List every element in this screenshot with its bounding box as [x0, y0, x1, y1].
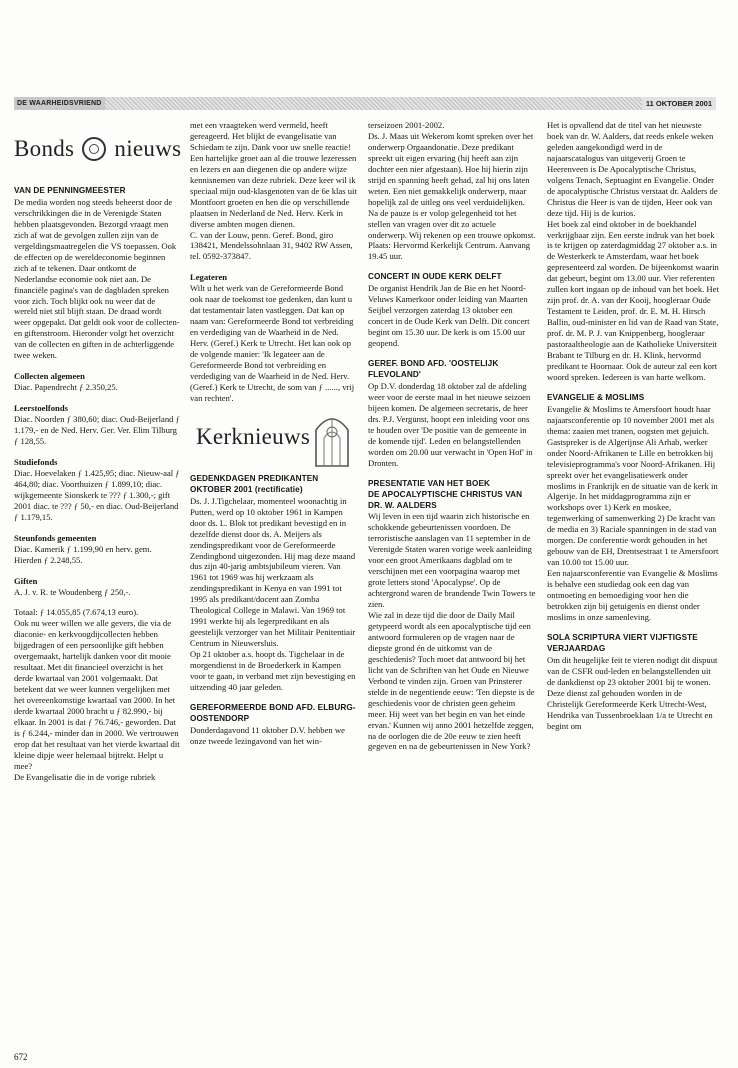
evangelie-body: Evangelie & Moslims te Amersfoort houdt haar najaarsconferentie op 10 november 2001 met als thema: zaaien met tranen, oogsten met gejuich. Gastspreker is de Algerijnse Ali Arhab, werker onder Noord-Afrikanen te Lille en betrokken bij televisieprogramma's voor Noord-Afrikanen. Hij spreekt over het evangelisatiewerk onder moslims in Frankrijk en de situatie van de kerk in Algerije. In het middagprogramma zijn er workshops over 1) Kerk en moskee, tegenwerking of samenwerking 2) De kracht van de media en 3) Raciale spanningen in de stad van morgen. De conferentie wordt gehouden in het gebouw van de EH, Drentsestraat 1 te Amersfoort van 10.00 tot 15.00 uur.: [547, 403, 719, 568]
gedenkdagen-body-2: Op 21 oktober a.s. hoopt ds. Tigchelaar in de morgendienst in de Broederkerk in Kampen voor te gaan, in verband met zijn bevestiging en uitzending 40 jaar geleden.: [190, 649, 356, 692]
gedenkdagen-heading: GEDENKDAGEN PREDIKANTEN OKTOBER 2001 (rectificatie): [190, 473, 319, 494]
studiefonds-body: Diac. Hoevelaken ƒ 1.425,95; diac. Nieuw-aal ƒ 464,80; diac. Voorthuizen ƒ 1.899,10; diac. wijkgemeente Sionskerk te ??? ƒ 1.300,-; gift 2001 diac. te ??? ƒ 50,- en diac. Oud-Beijerland ƒ 1.179,15.: [14, 467, 180, 522]
steunfonds-heading: Steunfonds gemeenten: [14, 532, 97, 543]
giften-heading: Giften: [14, 575, 38, 586]
steunfonds-body: Diac. Kamerik ƒ 1.199,90 en herv. gem. Hierden ƒ 2.248,55.: [14, 543, 152, 565]
elburg-heading: GEREFORMEERDE BOND AFD. ELBURG-OOSTENDORP: [190, 702, 356, 723]
evangelie-heading: EVANGELIE & MOSLIMS: [547, 392, 645, 402]
sola-scriptura-heading: SOLA SCRIPTURA VIERT VIJFTIGSTE VERJAARDAG: [547, 632, 698, 653]
evangelie-body-2: Een najaarsconferentie van Evangelie & Moslims is behalve een studiedag ook een dag van ontmoeting en bemoediging voor hen die betrokken zijn bij getuigenis en dienst onder moslims in onze samenleving.: [547, 568, 718, 622]
publication-name: DE WAARHEIDSVRIEND: [14, 97, 105, 110]
church-window-icon: [312, 410, 352, 468]
col4-paragraph-1: Het is opvallend dat de titel van het nieuwste boek van dr. W. Aalders, dat reeds enkele weken geleden aangekondigd werd in de najaarscatalogus van uitgeverij Groen te Heerenveen is De Apocalyptische Christus, volgens Tenach, Septuagint en Evangelie. Onder de apocalyptische Christus verstaat dr. Aalders de Christus die Heer is van de tijden, Heer ook van deze tijd. Hij is de kurios.: [547, 120, 718, 218]
kerknieuws-header: [190, 404, 357, 474]
boek-body-2: Wie zal in deze tijd die door de Daily Mail getypeerd wordt als een apocalyptische tijd een antwoord formuleren op de vragen naar de diepste grond én de uitkomst van de geschiedenis? Toch moet dat antwoord bij het licht van de Schriften van het Oude en Nieuwe Verbond te vinden zijn. Groen van Prinsterer stelde in de negentiende eeuw: 'Ten diepste is de geschiedenis voor de christen geen geheim meer. Hij weet van het begin en van het einde ervan.' Kunnen wij anno 2001 hetzelfde zeggen, na de oorlogen die de 20e eeuw te zien heeft gegeven en na de gebeurtenissen in New York?: [368, 610, 535, 752]
column-2: [190, 120, 357, 1060]
giften-body: A. J. v. R. te Woudenberg ƒ 250,-.: [14, 586, 131, 597]
column-3: [368, 120, 536, 1060]
running-header: [14, 97, 716, 110]
penningmeester-body: De media worden nog steeds beheerst door de verschrikkingen die in de Verenigde Staten hebben plaatsgevonden. Bezorgd vraagt men zich af wat de gevolgen zullen zijn van de vergeldingsmaatregelen die VS toepassen. Ook de effecten op de wereldeconomie beginnen zich af te tekenen. Daar ontkomt de Nederlandse economie ook niet aan. De financiële pagina's van de dagbladen spreken voor zich. Toch blijkt ook nu weer dat de wereld niet stil blijft staan. De draad wordt weer opgepakt. Dat geldt ook voor de collecten- en giftenstroom. Hieronder volgt het overzicht van de collecten en giften in de achterliggende twee weken.: [14, 196, 180, 361]
flevoland-body: Op D.V. donderdag 18 oktober zal de afdeling weer voor de eerste maal in het nieuwe seizoen bijeen komen. De algemeen secretaris, de heer drs. P.J. Vergunst, hoopt een inleiding voor ons te houden over 'De positie van de gemeente in de komende tijd'. Leden en belangstellenden worden om 20.00 uur verwacht in 'Open Hof' in Dronten.: [368, 380, 533, 468]
page-number: 672: [14, 1052, 28, 1062]
leerstoelfonds-body: Diac. Noorden ƒ 380,60; diac. Oud-Beijerland ƒ 1.179,- en de Ned. Herv. Ger. Ver. Elim Tilburg ƒ 128,55.: [14, 414, 180, 447]
boek-heading-2: DE APOCALYPTISCHE CHRISTUS VAN: [368, 489, 523, 499]
column-4: [547, 120, 719, 1060]
legateren-body: Wilt u het werk van de Gereformeerde Bond ook naar de toekomst toe gedenken, dan kunt u dat testamentair laten vastleggen. Dat kan op naam van: Gereformeerde Bond tot verbreiding en verdediging van de Waarheid in de Ned. Herv. (Geref.) Kerk te Utrecht. Het kan ook op de volgende manier: 'Ik legateer aan de Gereformeerde Bond tot verbreiding en verdediging van de Waarheid in de Ned. Herv. (Geref.) Kerk te Utrecht, de som van ƒ ......, vrij van rechten'.: [190, 283, 355, 403]
bondsnieuws-title-left: Bonds: [14, 136, 75, 161]
col3-paragraph-2: Ds. J. Maas uit Wekerom komt spreken over het onderwerp Orgaandonatie. Deze predikant spreekt uit eigen ervaring (hij heeft aan zijn dochter een nier afgestaan). Hoe hij hierin zijn strijd en spanning heeft gehad, zal hij ons laten weten. Een niet gemakkelijk onderwerp, maar hopelijk zal de uitleg ons veel verduidelijken. Na de pauze is er volop gelegenheid tot het stellen van vragen over dit zo actuele onderwerp. Wij rekenen op een trouwe opkomst. Plaats: Hervormd Kerkelijk Centrum. Aanvang 19.45 uur.: [368, 130, 536, 262]
boek-body: Wij leven in een tijd waarin zich historische en schokkende gebeurtenissen voordoen. De terroristische aanslagen van 11 september in de Verenigde Staten waren vorige week aanleiding voor een groot Amerikaans dagblad om te verschijnen met een voorpagina waarop met grote letters stond 'Apocalypse'. Op de achtergrond waren de brandende Twin Towers te zien.: [368, 511, 536, 610]
col3-paragraph-1: terseizoen 2001-2002.: [368, 120, 445, 130]
column-1: [14, 186, 180, 1046]
elburg-body: Donderdagavond 11 oktober D.V. hebben we onze tweede lezingavond van het win-: [190, 724, 345, 746]
col2-paragraph-1: met een vraagteken werd vermeld, heeft gereageerd. Het blijkt de evangelisatie van Schiedam te zijn. Dank voor uw snelle reactie!: [190, 120, 351, 152]
closing-paragraph-2: De Evangelisatie die in de vorige rubriek: [14, 771, 156, 782]
flevoland-heading: GEREF. BOND AFD. 'OOSTELIJK FLEVOLAND': [368, 359, 499, 380]
sola-scriptura-body: Om dit heugelijke feit te vieren nodigt dit dispuut van de CSFR oud-leden en belangstellenden uit de dankdienst op 23 oktober 2001 bij te wonen. Deze dienst zal gehouden worden in de Christelijk Gereformeerde Kerk Utrecht-West, Hendrika van Tussenbroeklaan 1/a te Utrecht en begint om: [547, 654, 718, 731]
kerknieuws-title: Kerknieuws: [196, 423, 311, 449]
totaal-line: Totaal: ƒ 14.055,85 (7.674,13 euro).: [14, 607, 139, 618]
bondsnieuws-title-right: nieuws: [114, 136, 182, 161]
legateren-heading: Legateren: [190, 272, 228, 283]
col2-paragraph-3: C. van der Louw, penn. Geref. Bond, giro 138421, Mendelssohnlaan 31, 9402 RW Assen, tel. 0592-373847.: [190, 229, 353, 262]
collecten-heading: Collecten algemeen: [14, 371, 85, 382]
bondsnieuws-title: [14, 136, 181, 163]
collecten-body: Diac. Papendrecht ƒ 2.350,25.: [14, 382, 118, 393]
closing-paragraph: Ook nu weer willen we alle gevers, die via de diaconie- en kerkvoogdijcollecten hebben bijgedragen of een persoonlijke gift hebben overgemaakt, hartelijk danken voor dit mooie resultaat. Met dit financieel overzicht is het derde kwartaal van 2001 volgemaakt. Dat betekent dat we weer kunnen vergelijken met het overeenkomstige kwartaal van 2000. In het derde kwartaal 2000 bracht u ƒ 82.990,- bij elkaar. In 2001 is dat ƒ 76.746,- geworden. Dat is ƒ 6.244,- minder dan in 2000. We vertrouwen erop dat het resultaat van het vierde kwartaal dit kleine dipje weer helemaal bijtrekt. Helpt u mee?: [14, 618, 180, 771]
boek-heading-3: DR. W. AALDERS: [368, 500, 437, 510]
col2-paragraph-2: Een hartelijke groet aan al die trouwe lezeressen en lezers en aan diegenen die op andere wijze kennisnemen van deze rubriek. Deze keer wil ik speciaal mijn oud-klasgenoten van de 6e klas uit Montfoort groeten en hen die op verschillende plaatsen in Nederland de Ned. Herv. Kerk in diverse ambten mogen dienen.: [190, 152, 357, 229]
leerstoelfonds-heading: Leerstoelfonds: [14, 403, 68, 414]
concert-body: De organist Hendrik Jan de Bie en het Noord-Veluws Kamerkoor onder leiding van Maarten Seijbel verzorgen zaterdag 13 oktober een concert in de Oude Kerk van Delft. Dit concert begint om 15.30 uur. De kerk is om 15.00 uur geopend.: [368, 283, 530, 349]
studiefonds-heading: Studiefonds: [14, 456, 58, 467]
boek-heading-1: PRESENTATIE VAN HET BOEK: [368, 478, 491, 488]
concert-heading: CONCERT IN OUDE KERK DELFT: [368, 272, 502, 282]
bond-emblem-icon: [82, 137, 106, 161]
penningmeester-heading: VAN DE PENNINGMEESTER: [14, 186, 126, 195]
gedenkdagen-body: Ds. J. J.Tigchelaar, momenteel woonachtig in Putten, werd op 10 oktober 1961 in Kampen door ds. L. Blok tot predikant bevestigd en in dezelfde dienst door ds. A. Meijers als zendingspredikant voor de Gereformeerde Zendingbond uitgezonden. Hij mag deze maand dus zijn 40-jarig ambtsjubileum vieren. Van 1961 tot 1969 was hij werkzaam als zendingspredikant in Kenya en van 1991 tot 1995 als predikant/docent aan Zomba Theological College in Malawi. Van 1969 tot 1991 werkte hij als legerpredikant en als geestelijk verzorger van het Militair Penitentiair Centrum in Nieuwersluis.: [190, 495, 356, 649]
col4-paragraph-2: Het boek zal eind oktober in de boekhandel verkrijgbaar zijn. Een eerste indruk van het boek is te krijgen op zaterdagmiddag 27 oktober a.s. in de Westerkerk te Amsterdam, waar het boek gepresenteerd zal worden. De bijeenkomst waarin dat gebeurt, begint om 13.00 uur. Vier referenten zullen kort ingaan op de inhoud van het boek. Het zijn prof. dr. A. van der Kooij, hoogleraar Oude Testament te Leiden, prof. dr. E. M. H. Hirsch Ballin, oud-minister en lid van de Raad van State, prof. dr. M. P. J. van Knippenberg, hoogleraar pastoraaltheologie aan de Katholieke Universiteit Brabant te Tilburg en dr. H. Klink, hervormd predikant te Hoornaar. Ook de auteur zal een kort woord spreken. Iedereen is van harte welkom.: [547, 218, 719, 382]
issue-date: 11 OKTOBER 2001: [642, 97, 716, 110]
